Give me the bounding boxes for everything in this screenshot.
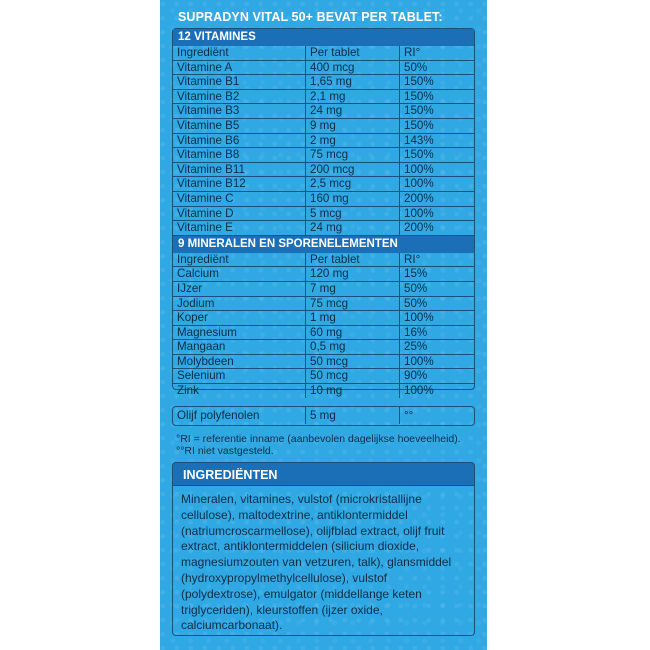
olive-table [173,407,474,424]
ri-cell: RI° [404,46,421,59]
ri-cell: °° [404,409,414,422]
table-row [173,384,474,398]
ingredient-cell: Vitamine B3 [173,104,306,119]
ingredient-cell: Calcium [173,267,306,282]
amount-cell: 2,5 mcg [306,177,400,192]
panel-title: SUPRADYN VITAL 50+ BEVAT PER TABLET: [178,10,443,24]
amount-cell: 1,65 mg [306,75,400,90]
ri-cell: 100% [400,311,475,326]
ri-cell: 100% [400,206,475,221]
table-row [173,104,474,119]
table-header-row [173,253,474,267]
ri-cell: 200% [400,191,475,206]
ri-cell: 150% [400,104,475,119]
amount-cell: 75 mcg [306,296,400,311]
ingredient-cell: Vitamine B1 [173,75,306,90]
amount-cell: 5 mcg [306,206,400,221]
ingredient-cell: Olijf polyfenolen [173,407,306,424]
table-row [173,354,474,369]
ri-cell: 150% [400,148,475,163]
ri-cell: 100% [400,162,475,177]
table-row [173,133,474,148]
supplement-facts-panel [160,0,487,650]
table-row [173,296,474,311]
amount-cell: 10 mg [306,384,400,398]
table-row [173,325,474,340]
ri-cell: 15% [400,267,475,282]
amount-cell: Per tablet [306,253,400,267]
footnote-ri-not-set: °°RI niet vastgesteld. [176,445,274,457]
minerals-heading: 9 MINERALEN EN SPORENELEMENTEN [173,235,474,253]
table-row [173,60,474,75]
ingredient-cell: Vitamine D [173,206,306,221]
ri-cell: 16% [400,325,475,340]
table-row [173,340,474,355]
table-row [173,407,474,424]
ingredient-cell: Vitamine B2 [173,89,306,104]
ri-cell: 100% [400,177,475,192]
amount-cell: Per tablet [306,46,400,60]
ingredient-cell: Koper [173,311,306,326]
table-row [173,75,474,90]
ri-cell: 150% [400,75,475,90]
vitamins-heading: 12 VITAMINES [173,29,474,46]
table-row [173,177,474,192]
ri-cell: 150% [400,118,475,133]
ingredient-cell: Selenium [173,369,306,384]
nutrition-table-box [172,28,475,398]
ingredient-cell: Molybdeen [173,354,306,369]
ingredient-cell: Vitamine E [173,221,306,235]
ri-cell: RI° [404,252,421,266]
ri-cell: 90% [400,369,475,384]
amount-cell: 50 mcg [306,354,400,369]
ingredient-cell: Vitamine B6 [173,133,306,148]
ri-cell: 150% [400,89,475,104]
table-row [173,281,474,296]
ri-cell: 50% [400,60,475,75]
amount-cell: 400 mcg [306,60,400,75]
footnote-ri: °RI = referentie inname (aanbevolen dagelijkse hoeveelheid). [176,433,461,445]
amount-cell: 60 mg [306,325,400,340]
amount-cell: 200 mcg [306,162,400,177]
ri-cell: 50% [400,281,475,296]
amount-cell: 160 mg [306,191,400,206]
ingredient-cell: Magnesium [173,325,306,340]
table-row [173,267,474,282]
table-row [173,369,474,384]
ri-cell: 50% [400,296,475,311]
amount-cell: 9 mg [306,118,400,133]
amount-cell: 1 mg [306,311,400,326]
ingredient-cell: IJzer [173,281,306,296]
ingredient-cell: Ingrediënt [173,46,306,60]
amount-cell: 5 mg [306,407,400,424]
olive-polyphenols-box [172,406,475,426]
amount-cell: 0,5 mg [306,340,400,355]
ri-cell: 100% [400,384,475,398]
ingredient-cell: Vitamine B12 [173,177,306,192]
footnotes [176,433,476,457]
amount-cell: 2,1 mg [306,89,400,104]
table-row [173,148,474,163]
amount-cell: 120 mg [306,267,400,282]
amount-cell: 75 mcg [306,148,400,163]
ingredient-cell: Vitamine B5 [173,118,306,133]
ri-cell: 143% [400,133,475,148]
ri-cell: 100% [400,354,475,369]
ingredient-cell: Ingrediënt [173,253,306,267]
amount-cell: 50 mcg [306,369,400,384]
ri-cell: 25% [400,340,475,355]
amount-cell: 2 mg [306,133,400,148]
amount-cell: 24 mg [306,104,400,119]
table-row [173,206,474,221]
ingredient-cell: Jodium [173,296,306,311]
amount-cell: 24 mg [306,221,400,235]
table-row [173,311,474,326]
ingredient-cell: Vitamine B8 [173,148,306,163]
ingredient-cell: Zink [173,384,306,398]
ingredient-cell: Vitamine B11 [173,162,306,177]
table-row [173,221,474,235]
ingredient-cell: Mangaan [173,340,306,355]
table-row [173,191,474,206]
table-header-row [173,46,474,60]
ri-cell: 200% [400,221,475,235]
ingredient-cell: Vitamine C [173,191,306,206]
table-row [173,118,474,133]
minerals-table [173,253,474,398]
ingredients-text: Mineralen, vitamines, vulstof (microkristallijne cellulose), maltodextrine, antiklontermiddel (natriumcroscarmellose), olijfblad extract, olijf fruit extract, antiklontermiddelen (silicium dioxide, magnesiumzouten van vetzuren, talk), glansmiddel (hydroxypropylmethylcellulose), vulstof (polydextrose), emulgator (middellange keten triglyceriden), kleurstoffen (ijzer oxide, calciumcarbonaat). [172,486,475,636]
table-row [173,89,474,104]
vitamins-table [173,46,474,235]
table-row [173,162,474,177]
ingredients-heading: INGREDIËNTEN [172,462,475,486]
ingredient-cell: Vitamine A [173,60,306,75]
amount-cell: 7 mg [306,281,400,296]
